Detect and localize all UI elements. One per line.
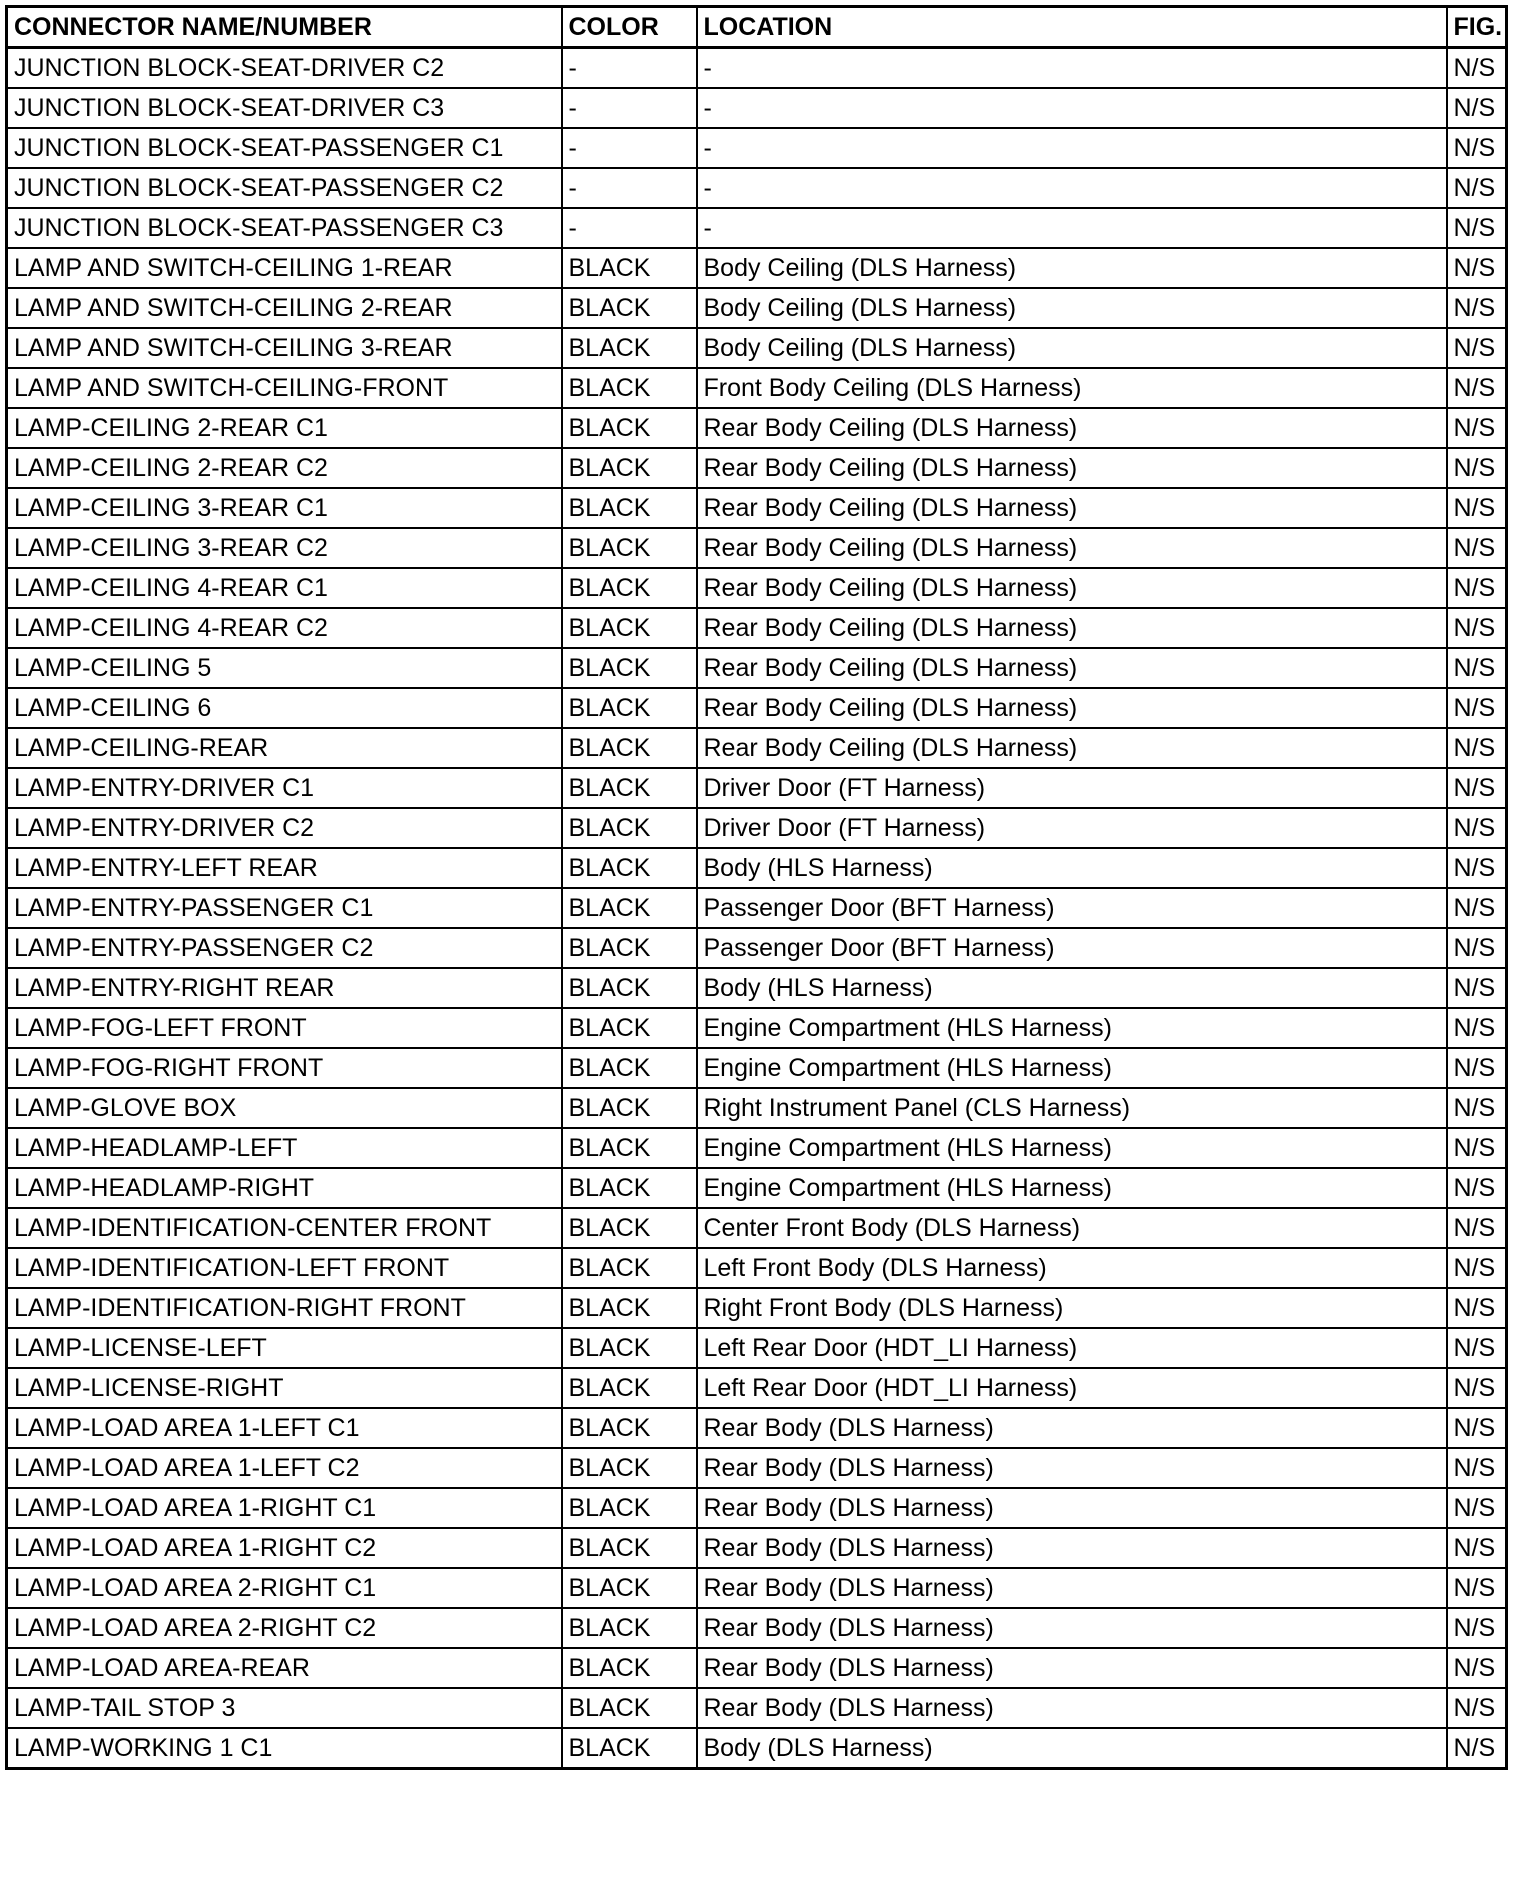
cell-color: BLACK	[562, 528, 697, 568]
cell-color: BLACK	[562, 288, 697, 328]
cell-connector-name: LAMP-CEILING 3-REAR C2	[7, 528, 562, 568]
table-row	[7, 728, 1507, 768]
cell-location: Rear Body (DLS Harness)	[697, 1568, 1447, 1608]
cell-connector-name: LAMP-CEILING 4-REAR C1	[7, 568, 562, 608]
cell-location: Driver Door (FT Harness)	[697, 808, 1447, 848]
cell-fig: N/S	[1447, 1168, 1507, 1208]
cell-fig: N/S	[1447, 1328, 1507, 1368]
cell-connector-name: JUNCTION BLOCK-SEAT-DRIVER C2	[7, 48, 562, 89]
cell-location: Rear Body Ceiling (DLS Harness)	[697, 488, 1447, 528]
cell-location: Rear Body Ceiling (DLS Harness)	[697, 568, 1447, 608]
cell-location: Rear Body (DLS Harness)	[697, 1488, 1447, 1528]
cell-fig: N/S	[1447, 1688, 1507, 1728]
cell-color: BLACK	[562, 848, 697, 888]
cell-color: BLACK	[562, 1568, 697, 1608]
cell-color: BLACK	[562, 1328, 697, 1368]
cell-connector-name: LAMP-CEILING 6	[7, 688, 562, 728]
cell-color: -	[562, 48, 697, 89]
cell-fig: N/S	[1447, 328, 1507, 368]
cell-connector-name: LAMP-LOAD AREA 1-LEFT C1	[7, 1408, 562, 1448]
cell-location: Rear Body (DLS Harness)	[697, 1648, 1447, 1688]
cell-color: BLACK	[562, 1688, 697, 1728]
cell-fig: N/S	[1447, 1648, 1507, 1688]
cell-location: Engine Compartment (HLS Harness)	[697, 1048, 1447, 1088]
cell-color: BLACK	[562, 928, 697, 968]
cell-location: Body Ceiling (DLS Harness)	[697, 288, 1447, 328]
cell-connector-name: LAMP-WORKING 1 C1	[7, 1728, 562, 1769]
cell-connector-name: LAMP AND SWITCH-CEILING 2-REAR	[7, 288, 562, 328]
cell-location: Rear Body Ceiling (DLS Harness)	[697, 448, 1447, 488]
table-row	[7, 1408, 1507, 1448]
table-row	[7, 808, 1507, 848]
header-location: LOCATION	[697, 7, 1447, 48]
table-row	[7, 88, 1507, 128]
cell-color: BLACK	[562, 1208, 697, 1248]
cell-fig: N/S	[1447, 1208, 1507, 1248]
table-row	[7, 1168, 1507, 1208]
cell-color: BLACK	[562, 1608, 697, 1648]
cell-connector-name: JUNCTION BLOCK-SEAT-PASSENGER C2	[7, 168, 562, 208]
cell-fig: N/S	[1447, 568, 1507, 608]
cell-color: BLACK	[562, 1488, 697, 1528]
cell-connector-name: JUNCTION BLOCK-SEAT-DRIVER C3	[7, 88, 562, 128]
cell-connector-name: LAMP AND SWITCH-CEILING-FRONT	[7, 368, 562, 408]
cell-location: Engine Compartment (HLS Harness)	[697, 1128, 1447, 1168]
table-body	[7, 48, 1507, 1769]
cell-connector-name: LAMP-IDENTIFICATION-CENTER FRONT	[7, 1208, 562, 1248]
cell-location: Rear Body (DLS Harness)	[697, 1528, 1447, 1568]
cell-connector-name: LAMP-LOAD AREA 1-RIGHT C1	[7, 1488, 562, 1528]
table-row	[7, 768, 1507, 808]
cell-fig: N/S	[1447, 1728, 1507, 1769]
cell-connector-name: LAMP-HEADLAMP-LEFT	[7, 1128, 562, 1168]
cell-fig: N/S	[1447, 608, 1507, 648]
cell-location: Body (DLS Harness)	[697, 1728, 1447, 1769]
cell-connector-name: LAMP-FOG-LEFT FRONT	[7, 1008, 562, 1048]
table-row	[7, 48, 1507, 89]
cell-fig: N/S	[1447, 1408, 1507, 1448]
cell-color: BLACK	[562, 1248, 697, 1288]
cell-connector-name: JUNCTION BLOCK-SEAT-PASSENGER C1	[7, 128, 562, 168]
cell-location: Passenger Door (BFT Harness)	[697, 888, 1447, 928]
cell-color: BLACK	[562, 808, 697, 848]
cell-connector-name: LAMP-CEILING 2-REAR C2	[7, 448, 562, 488]
cell-color: BLACK	[562, 968, 697, 1008]
cell-location: Passenger Door (BFT Harness)	[697, 928, 1447, 968]
cell-location: Body Ceiling (DLS Harness)	[697, 328, 1447, 368]
table-row	[7, 688, 1507, 728]
cell-connector-name: LAMP-LICENSE-LEFT	[7, 1328, 562, 1368]
cell-fig: N/S	[1447, 408, 1507, 448]
header-color: COLOR	[562, 7, 697, 48]
cell-fig: N/S	[1447, 528, 1507, 568]
cell-location: Rear Body Ceiling (DLS Harness)	[697, 528, 1447, 568]
cell-connector-name: LAMP-LOAD AREA 1-RIGHT C2	[7, 1528, 562, 1568]
cell-connector-name: LAMP-GLOVE BOX	[7, 1088, 562, 1128]
cell-color: BLACK	[562, 1408, 697, 1448]
cell-color: BLACK	[562, 728, 697, 768]
cell-fig: N/S	[1447, 648, 1507, 688]
connector-table	[5, 5, 1508, 1770]
cell-fig: N/S	[1447, 768, 1507, 808]
cell-location: Body (HLS Harness)	[697, 968, 1447, 1008]
cell-color: -	[562, 88, 697, 128]
cell-location: Driver Door (FT Harness)	[697, 768, 1447, 808]
cell-color: BLACK	[562, 248, 697, 288]
cell-location: Left Front Body (DLS Harness)	[697, 1248, 1447, 1288]
cell-connector-name: LAMP AND SWITCH-CEILING 3-REAR	[7, 328, 562, 368]
table-row	[7, 648, 1507, 688]
cell-fig: N/S	[1447, 1008, 1507, 1048]
table-row	[7, 1088, 1507, 1128]
table-row	[7, 208, 1507, 248]
cell-fig: N/S	[1447, 928, 1507, 968]
cell-fig: N/S	[1447, 448, 1507, 488]
cell-connector-name: LAMP-CEILING 5	[7, 648, 562, 688]
cell-fig: N/S	[1447, 808, 1507, 848]
table-row	[7, 168, 1507, 208]
cell-color: BLACK	[562, 328, 697, 368]
cell-fig: N/S	[1447, 128, 1507, 168]
cell-location: Rear Body (DLS Harness)	[697, 1408, 1447, 1448]
cell-fig: N/S	[1447, 1248, 1507, 1288]
cell-connector-name: LAMP-CEILING-REAR	[7, 728, 562, 768]
table-row	[7, 288, 1507, 328]
cell-connector-name: LAMP AND SWITCH-CEILING 1-REAR	[7, 248, 562, 288]
table-row	[7, 1048, 1507, 1088]
cell-fig: N/S	[1447, 888, 1507, 928]
header-fig: FIG.	[1447, 7, 1507, 48]
cell-location: -	[697, 48, 1447, 89]
table-row	[7, 1008, 1507, 1048]
cell-color: BLACK	[562, 1648, 697, 1688]
cell-connector-name: LAMP-ENTRY-DRIVER C1	[7, 768, 562, 808]
cell-location: Right Front Body (DLS Harness)	[697, 1288, 1447, 1328]
cell-connector-name: LAMP-LOAD AREA 2-RIGHT C2	[7, 1608, 562, 1648]
cell-location: -	[697, 88, 1447, 128]
cell-fig: N/S	[1447, 1368, 1507, 1408]
cell-color: BLACK	[562, 1528, 697, 1568]
cell-fig: N/S	[1447, 728, 1507, 768]
cell-location: Rear Body (DLS Harness)	[697, 1688, 1447, 1728]
table-row	[7, 448, 1507, 488]
table-row	[7, 328, 1507, 368]
table-row	[7, 568, 1507, 608]
cell-fig: N/S	[1447, 208, 1507, 248]
cell-color: BLACK	[562, 608, 697, 648]
cell-location: Engine Compartment (HLS Harness)	[697, 1168, 1447, 1208]
cell-fig: N/S	[1447, 1128, 1507, 1168]
cell-location: Rear Body Ceiling (DLS Harness)	[697, 408, 1447, 448]
cell-color: BLACK	[562, 768, 697, 808]
cell-connector-name: LAMP-CEILING 2-REAR C1	[7, 408, 562, 448]
cell-fig: N/S	[1447, 1288, 1507, 1328]
cell-fig: N/S	[1447, 688, 1507, 728]
cell-color: -	[562, 208, 697, 248]
cell-connector-name: LAMP-CEILING 3-REAR C1	[7, 488, 562, 528]
cell-connector-name: LAMP-IDENTIFICATION-RIGHT FRONT	[7, 1288, 562, 1328]
cell-location: Rear Body Ceiling (DLS Harness)	[697, 688, 1447, 728]
table-row	[7, 368, 1507, 408]
cell-location: Rear Body Ceiling (DLS Harness)	[697, 648, 1447, 688]
cell-color: BLACK	[562, 408, 697, 448]
cell-fig: N/S	[1447, 848, 1507, 888]
table-row	[7, 1528, 1507, 1568]
cell-color: BLACK	[562, 1008, 697, 1048]
table-row	[7, 1368, 1507, 1408]
cell-location: Rear Body Ceiling (DLS Harness)	[697, 728, 1447, 768]
cell-fig: N/S	[1447, 1568, 1507, 1608]
cell-fig: N/S	[1447, 88, 1507, 128]
cell-color: -	[562, 168, 697, 208]
cell-fig: N/S	[1447, 488, 1507, 528]
cell-location: Center Front Body (DLS Harness)	[697, 1208, 1447, 1248]
table-row	[7, 1128, 1507, 1168]
cell-fig: N/S	[1447, 288, 1507, 328]
cell-fig: N/S	[1447, 368, 1507, 408]
header-row	[7, 7, 1507, 48]
table-row	[7, 968, 1507, 1008]
cell-fig: N/S	[1447, 1048, 1507, 1088]
cell-fig: N/S	[1447, 1448, 1507, 1488]
table-row	[7, 608, 1507, 648]
cell-connector-name: LAMP-HEADLAMP-RIGHT	[7, 1168, 562, 1208]
table-row	[7, 1688, 1507, 1728]
table-row	[7, 1328, 1507, 1368]
connector-table-container	[5, 5, 1508, 1770]
cell-location: Rear Body (DLS Harness)	[697, 1448, 1447, 1488]
table-row	[7, 128, 1507, 168]
cell-color: BLACK	[562, 1048, 697, 1088]
cell-connector-name: LAMP-ENTRY-PASSENGER C2	[7, 928, 562, 968]
cell-connector-name: LAMP-CEILING 4-REAR C2	[7, 608, 562, 648]
cell-connector-name: LAMP-LOAD AREA 1-LEFT C2	[7, 1448, 562, 1488]
cell-location: Front Body Ceiling (DLS Harness)	[697, 368, 1447, 408]
cell-fig: N/S	[1447, 968, 1507, 1008]
cell-location: Body (HLS Harness)	[697, 848, 1447, 888]
cell-location: -	[697, 168, 1447, 208]
table-row	[7, 1448, 1507, 1488]
cell-color: BLACK	[562, 1128, 697, 1168]
cell-location: Rear Body Ceiling (DLS Harness)	[697, 608, 1447, 648]
cell-connector-name: LAMP-LOAD AREA-REAR	[7, 1648, 562, 1688]
cell-location: Left Rear Door (HDT_LI Harness)	[697, 1368, 1447, 1408]
table-row	[7, 928, 1507, 968]
table-row	[7, 888, 1507, 928]
cell-connector-name: LAMP-ENTRY-PASSENGER C1	[7, 888, 562, 928]
table-row	[7, 1248, 1507, 1288]
cell-color: BLACK	[562, 648, 697, 688]
table-row	[7, 488, 1507, 528]
cell-color: BLACK	[562, 1728, 697, 1769]
cell-color: BLACK	[562, 448, 697, 488]
table-row	[7, 1488, 1507, 1528]
table-row	[7, 1648, 1507, 1688]
table-header	[7, 7, 1507, 48]
cell-color: BLACK	[562, 1168, 697, 1208]
cell-connector-name: LAMP-ENTRY-RIGHT REAR	[7, 968, 562, 1008]
cell-location: -	[697, 208, 1447, 248]
cell-color: BLACK	[562, 1088, 697, 1128]
cell-connector-name: JUNCTION BLOCK-SEAT-PASSENGER C3	[7, 208, 562, 248]
table-row	[7, 1728, 1507, 1769]
cell-location: Right Instrument Panel (CLS Harness)	[697, 1088, 1447, 1128]
cell-fig: N/S	[1447, 1528, 1507, 1568]
cell-connector-name: LAMP-LOAD AREA 2-RIGHT C1	[7, 1568, 562, 1608]
cell-color: BLACK	[562, 888, 697, 928]
table-row	[7, 528, 1507, 568]
cell-fig: N/S	[1447, 1608, 1507, 1648]
cell-connector-name: LAMP-TAIL STOP 3	[7, 1688, 562, 1728]
table-row	[7, 1608, 1507, 1648]
cell-fig: N/S	[1447, 1488, 1507, 1528]
cell-location: -	[697, 128, 1447, 168]
table-row	[7, 848, 1507, 888]
cell-color: BLACK	[562, 568, 697, 608]
cell-color: BLACK	[562, 688, 697, 728]
cell-color: BLACK	[562, 1448, 697, 1488]
cell-color: BLACK	[562, 1368, 697, 1408]
cell-connector-name: LAMP-IDENTIFICATION-LEFT FRONT	[7, 1248, 562, 1288]
table-row	[7, 1568, 1507, 1608]
cell-color: -	[562, 128, 697, 168]
cell-connector-name: LAMP-LICENSE-RIGHT	[7, 1368, 562, 1408]
cell-fig: N/S	[1447, 48, 1507, 89]
cell-connector-name: LAMP-FOG-RIGHT FRONT	[7, 1048, 562, 1088]
cell-location: Body Ceiling (DLS Harness)	[697, 248, 1447, 288]
cell-connector-name: LAMP-ENTRY-DRIVER C2	[7, 808, 562, 848]
cell-location: Engine Compartment (HLS Harness)	[697, 1008, 1447, 1048]
table-row	[7, 1208, 1507, 1248]
cell-location: Rear Body (DLS Harness)	[697, 1608, 1447, 1648]
cell-location: Left Rear Door (HDT_LI Harness)	[697, 1328, 1447, 1368]
table-row	[7, 408, 1507, 448]
cell-color: BLACK	[562, 368, 697, 408]
cell-fig: N/S	[1447, 1088, 1507, 1128]
header-connector-name: CONNECTOR NAME/NUMBER	[7, 7, 562, 48]
cell-connector-name: LAMP-ENTRY-LEFT REAR	[7, 848, 562, 888]
table-row	[7, 1288, 1507, 1328]
cell-color: BLACK	[562, 1288, 697, 1328]
cell-color: BLACK	[562, 488, 697, 528]
cell-fig: N/S	[1447, 248, 1507, 288]
table-row	[7, 248, 1507, 288]
cell-fig: N/S	[1447, 168, 1507, 208]
